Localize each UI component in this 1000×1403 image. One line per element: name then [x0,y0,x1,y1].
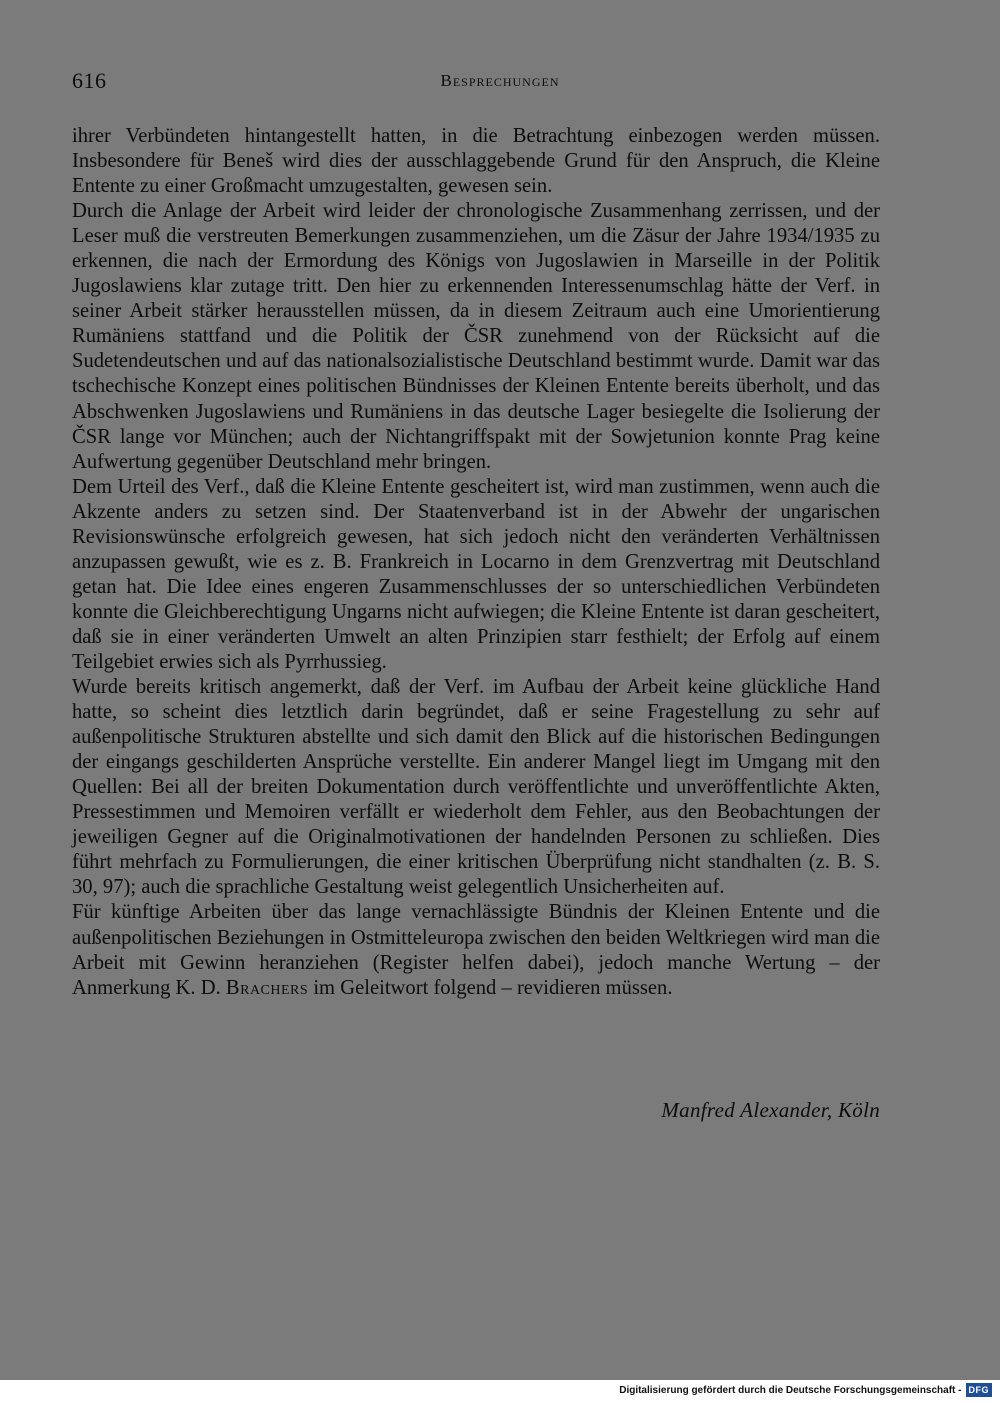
closing-paragraph [72,900,880,1000]
author-name-bracher: Brachers [225,976,309,999]
review-body [72,124,880,1001]
page-number: 616 [72,68,107,93]
paragraph: ihrer Verbündeten hintangestellt hatten, in die Betrachtung einbezogen werden müssen. Insbesondere für Beneš wird dies der ausschlaggebende Grund für den Anspruch, die Kleine Entente zu einer Großmacht umzugestalten, gewesen sein. [72,125,880,198]
footer-credit [619,1380,992,1400]
footer-text: Digitalisierung gefördert durch die Deutsche Forschungsgemeinschaft - [619,1384,962,1396]
closing-text-start: Für künftige Arbeiten über das lange vernachlässigte Bündnis der Kleinen Entente und die außenpolitischen Beziehungen in Ostmitteleuropa zwischen den beiden Weltkriegen wird man die Arbeit mit Gewinn heranziehen (Register helfen dabei), jedoch manche Wertung – der Anmerkung K. D. [72,901,880,999]
dfg-logo-icon: DFG [966,1383,993,1397]
closing-text-end: im Geleitwort folgend – revidieren müssen. [308,976,673,999]
paragraph: Wurde bereits kritisch angemerkt, daß der Verf. im Aufbau der Arbeit keine glückliche Hand hatte, so scheint dies letztlich darin begründet, daß er seine Fragestellung zu sehr auf außenpolitische Strukturen abstellte und sich damit den Blick auf die historischen Bedingungen der eingangs geschilderten Ansprüche verstellte. Ein anderer Mangel liegt im Umgang mit den Quellen: Bei all der breiten Dokumentation durch veröffentlichte und unveröffentlichte Akten, Pressestimmen und Memoiren verfällt er wiederholt dem Fehler, aus den Beobachtungen der jeweiligen Gegner auf die Originalmotivationen der handelnden Personen zu schließen. Dies führt mehrfach zu Formulierungen, die einer kritischen Überprüfung nicht standhalten (z. B. S. 30, 97); auch die sprachliche Gestaltung weist gelegentlich Unsicherheiten auf. [72,676,880,899]
reviewer-signature: Manfred Alexander, Köln [661,1098,880,1122]
paragraph: Dem Urteil des Verf., daß die Kleine Entente gescheitert ist, wird man zustimmen, wenn auch die Akzente anders zu setzen sind. Der Staatenverband ist in der Abwehr der ungarischen Revisionswünsche erfolgreich gewesen, hat sich jedoch nicht den veränderten Verhältnissen anzupassen gewußt, wie es z. B. Frankreich in Locarno in dem Grenzvertrag mit Deutschland getan hat. Die Idee eines engeren Zusammenschlusses der so unterschiedlichen Verbündeten konnte die Gleichberechtigung Ungarns nicht aufwiegen; die Kleine Entente ist daran gescheitert, daß sie in einer veränderten Umwelt an alten Prinzipien starr festhielt; der Erfolg auf einem Teilgebiet erwies sich als Pyrrhussieg. [72,475,880,673]
running-head: Besprechungen [440,71,560,90]
paragraph: Durch die Anlage der Arbeit wird leider der chronologische Zusammenhang zerrissen, und der Leser muß die verstreuten Bemerkungen zusammenziehen, um die Zäsur der Jahre 1934/1935 zu erkennen, die nach der Ermordung des Königs von Jugoslawien in Marseille in der Politik Jugoslawiens klar zutage tritt. Den hier zu erkennenden Interessenumschlag hätte der Verf. in seiner Arbeit stärker herausstellen müssen, da in diesem Zeitraum auch eine Umorientierung Rumäniens stattfand und die Politik der ČSR zunehmend von der Rücksicht auf die Sudetendeutschen und auf das nationalsozialistische Deutschland bestimmt wurde. Damit war das tschechische Konzept eines politischen Bündnisses der Kleinen Entente bereits überholt, und das Abschwenken Jugoslawiens und Rumäniens in das deutsche Lager besiegelte die Isolierung der ČSR lange vor München; auch der Nichtangriffspakt mit der Sowjetunion konnte Prag keine Aufwertung gegenüber Deutschland mehr bringen. [72,200,880,473]
